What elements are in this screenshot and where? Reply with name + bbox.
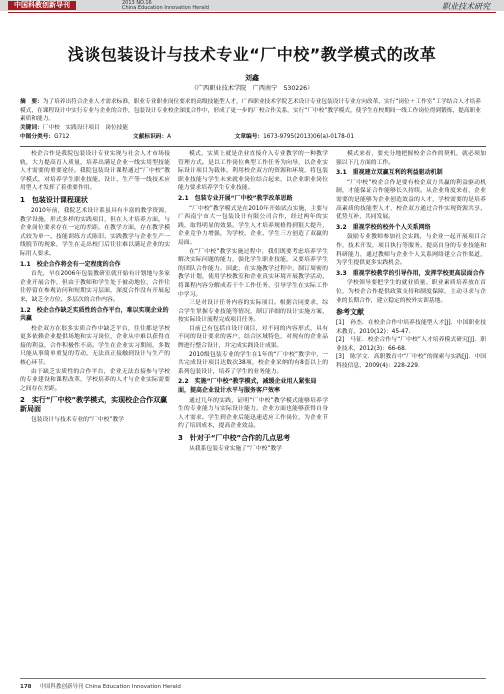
section-2-1-heading: 2.1 包装专业开展“厂中校”教学改革思路 [178,194,293,202]
paragraph: “厂中校”教学模式是在2010年开始试点实施，主要与广西南宁市大一包装设计有限公司合作，经过两年的实践，取得明显的效果。学生人才培养规格得到很大提升，企业竞争力增强，为学校、企业、学生三方创造了双赢的局面。 [178,205,328,246]
paragraph: 在“厂中校”教学实施过程中，我们既要考虑培养学生解决实际问题的能力，强化学生职业技能，又要培养学生的团队合作能力。因此，在实施教学过程中，制订周密的教学计划，使用学校教室和企业真实环境开展教学活动，将课程内容分解成若干个工作任务，引导学生在实际工作中学习。 [178,248,328,298]
clc-value: G712 [54,134,70,140]
footer-rule [20,678,486,679]
doc-code-label: 文献标识码： [133,134,168,140]
author-affiliation: （广西职业技术学院 广西南宁 530226） [190,85,314,92]
reference-item: [2] 马征．校企合作与“厂中校”人才培养模式研究[J]．职业技术，2012(3)：66-68． [336,337,486,352]
keywords-line [20,122,128,131]
column-3 [336,150,486,371]
clc-label: 中图分类号： [20,134,55,140]
column-1 [20,150,170,425]
article-no-label: 文章编号： [234,134,264,140]
reference-item: [1] 孙杰．在校企合作中培养技能型人才[J]．中国职业技术教育，2010(12)：45-47． [336,320,486,335]
section-3-2-heading: 3.2 重视学校的校外个人关系网络 [336,223,431,231]
page-footer [20,682,181,690]
section-name: 职业技术研究 [442,2,490,11]
section-1-heading: 1 包装设计课程现状 [20,195,88,204]
footer-journal-name: 中国科教创新导刊 [39,684,84,690]
header-rule [20,146,486,147]
paragraph: 目前已有包括自设计项目，对不同的内容形式，具有不同的设计要求的客户，结合区域特色，对现有的企业品牌进行整合设计，并完成实践设计成果。 [178,325,328,350]
masthead-rule [8,12,496,13]
paragraph: 学校领导要把学生的就业质量、职业素质培养放在首位，为校企合作提供政策支持和制度保障，主动寻求与企业的长期合作，建立稳定的校外实训基地。 [336,280,486,304]
paragraph: 2010级包装专业的学生在1年的“厂中校”教学中，一共完成设计项目达数次38项，校企业采纳的有8套以上的系列包装设计，培养了学生的业务能力。 [178,351,328,375]
paragraph: 2010年前，我院艺术设计系虽具有丰富的教学资源，教学设施，形式多样的实践项目，但在人才培养方面，与企业岗位要求存在一定的差距。在教学方面，存在教学模式较为单一、技能训练方式陈旧、实践教学与企业生产一线脱节的现象，学生在走出校门后往往难以满足企业的实际用人要求。 [20,207,170,257]
classification-line [20,131,486,140]
paragraph: 校企双方在很多实质合作中缺乏平台，往往都是学校更多依赖企业提供场地和实习岗位，企业从中难以获得直接的利益，合作积极性不高。学生在企业实习期间，多数只能从事简单重复的劳动，无法真正接触到设计与生产的核心环节。 [20,325,170,367]
paragraph: 模式来看，要充分地把握校企合作的契机，就必须加强以下几方面的工作。 [336,151,486,166]
paragraph: 模式，实质上就是企业直接介入专业教学的一种教学管理方式。是以工作岗位典型工作任务为向导，以企业实际设计项目为载体，利用校企双方的资源和环境，将包装职业技能与学生未来就业岗位结合起来，以企业职业岗位能力要求培养学生专业技能。 [178,151,328,192]
issue-number: 2013 NO.16 [122,0,152,6]
abstract-label: 摘 要： [20,99,43,105]
section-3-1-heading: 3.1 重视建立双赢互利的利益驱动机制 [336,169,443,177]
column-2 [178,150,328,454]
paragraph: 包装设计与技术专业的“厂中校”教学 [31,417,124,424]
section-1-1-heading: 1.1 校企合作将会有一定程度的合作 [20,260,121,268]
paragraph: 从我系包装专业实施了“厂中校”教学 [189,446,282,452]
paragraph: 三是对设计任务内容的实际项目。根据合同要求，综合学生掌握专业技能等情况，制订详细的设计实施方案，按实际设计流程完成项目任务。 [178,300,328,324]
doc-code-value: A [167,134,172,140]
article-title: 浅谈包装设计与技术专业“厂中校”教学模式的改革 [67,45,437,64]
paragraph: 通过几年的实践，证明“厂中校”教学模式能够培养学生的专业能力与实际设计能力，企业方面也能够获得自身人才需求。学生到企业后能迅速适应工作岗位，为企业节约了培训成本，提高企业效益。 [178,397,328,430]
paragraph: 由于缺乏实质性的合作平台，企业无法直接参与学校的专业建设和课程改革，学校培养的人才与企业实际需要之间存在差距。 [20,368,170,392]
abstract [20,98,486,124]
page-number: 178 [20,684,32,690]
references-heading: 参考文献 [336,308,364,317]
intro-paragraph: 校企合作是我院包装设计专业实现与社会人才市场接轨，大力提高育人质量，培养出满足企业一线实用型技能人才需要的重要途径。我院包装设计课程通过“厂中校”教学模式，对培养学生职业技能、设计、生产等一线技术应用型人才发挥了着重要作用。 [20,151,170,192]
keywords-label: 关键词： [20,125,43,131]
journal-logo: 中国科教创新导刊 [8,1,76,10]
abstract-text: 为了培养出符合企业人才需求标准，职业专业职业岗位要求的高级技能型人才，广西职业技术学院艺术设计专业包装设计专业方向改革，实行“岗位＋工作室”工学结合人才培养模式，在课程设计中实行专业与企业的合作，包装设计专业校企深度合作中，形成了更一步的厂校合作关系。实行“厂中校”教学模式，使学生在校期间一线工作岗位得到锻炼，提高职业素质和能力。 [20,99,481,122]
reference-item: [3] 陈学文．高职教育中“厂中校”的探索与实践[J]．中国科技信息，2009(4)：228-229． [336,354,486,370]
footer-journal-english: China Education Innovation Herald [85,684,181,690]
article-no-value: 1673-9795(2013)06(a)-0178-01 [263,134,354,140]
section-3-heading: 3 针对于“厂中校”合作的几点思考 [178,434,291,442]
journal-english-name: China Education Innovation Herald [122,5,209,11]
paragraph: 首先，早在2006年包装教研室就开始有计划地与多家企业开展合作，但由于教师和学生处于被动地位，合作往往停留在参观访问和短期实习层面，深度合作没有开展起来，缺乏全方位、多层次的合作内容。 [20,271,170,303]
section-3-3-heading: 3.3 重视学校教学的引导作用，发挥学校更高层面合作 [336,269,485,277]
paragraph: 鼓励专业教师参加社会实践，与企业一起开展项目合作，技术开发，项目执行等服务。提高自身的专业技能和科研能力，通过教师与企业个人关系网络建立合作渠道，为学生提供更多实践机会。 [336,234,486,267]
keywords-text: 厂中校 实践设计项目 岗位技能 [42,125,129,131]
paragraph: “厂中校”校企合作是要有校企双方共赢的利益驱动机制，才能保证合作能够长久持续。从企业角度来看，企业需要的是能够为企业创造效益的人才，学校需要的是培养高素质的技能型人才，校企双方通过合作实现资源共享、优势互补，共同发展。 [336,179,486,221]
section-2-heading: 2 实行“厂中校”教学模式，实现校企合作双赢新局面 [20,396,168,414]
author-name: 刘鑫 [245,74,259,82]
section-1-2-heading: 1.2 校企合作缺乏实质性的合作平台，难以实现企业的共赢 [20,306,169,323]
section-2-2-heading: 2.2 实施“厂中校”教学模式，减缓企业用人紧张局面，提高企业设计水平与服务客户效率 [178,378,317,395]
